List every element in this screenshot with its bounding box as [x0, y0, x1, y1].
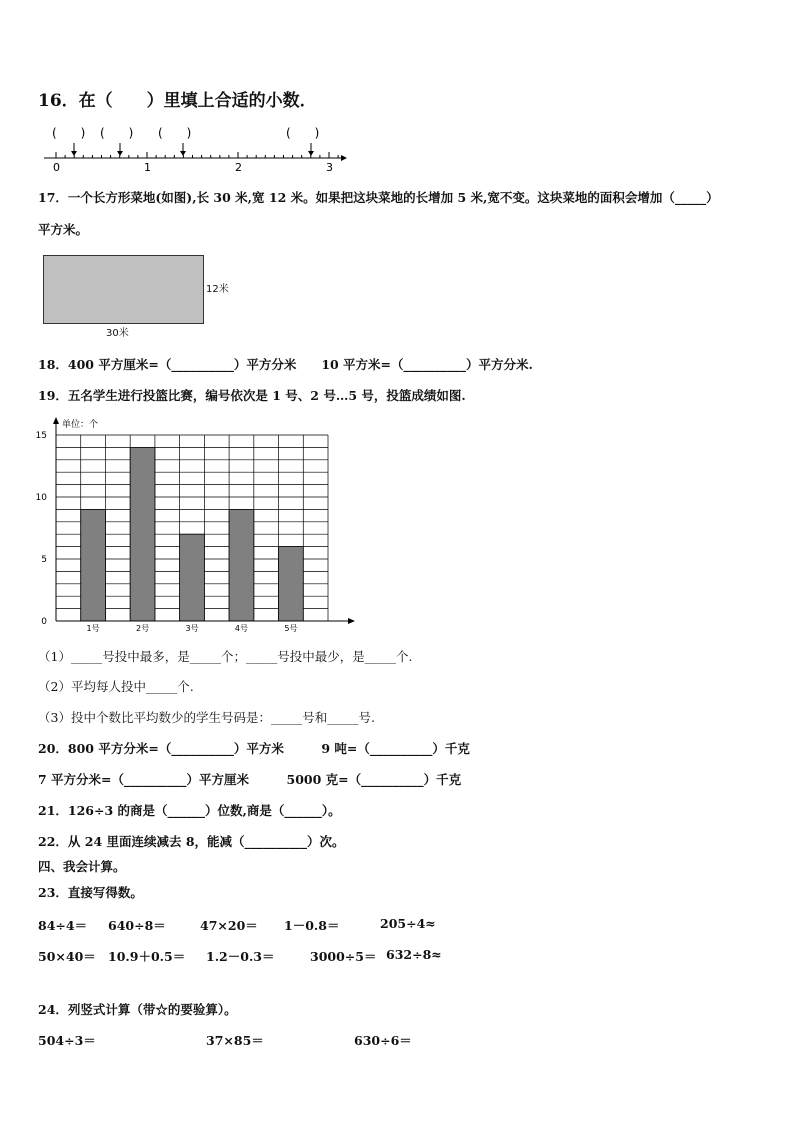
q16-blank-4: ( ) — [286, 126, 320, 140]
q20-line1: 20．800 平方分米=（__________）平方米 9 吨=（__________）千克 — [38, 741, 470, 756]
q16-blank-3: ( ) — [158, 126, 192, 140]
bar-3 — [180, 534, 205, 621]
x-tick-label-2: 2号 — [135, 624, 150, 633]
q16-title: 16．在（ ）里填上合适的小数． — [38, 91, 317, 111]
q24-title: 24．列竖式计算（带☆的要验算）。 — [38, 1002, 237, 1017]
bar-chart — [30, 412, 370, 637]
q18-text: 18．400 平方厘米=（__________）平方分米 10 平方米=（__________）平方分米. — [38, 357, 533, 372]
q23-r1-4: 1－0.8＝ — [284, 918, 340, 933]
y-tick-label-0: 0 — [41, 617, 47, 627]
tick-label-2: 2 — [235, 161, 242, 174]
q16-blank-2: ( ) — [100, 126, 134, 140]
x-tick-label-3: 3号 — [185, 624, 199, 633]
x-tick-label-1: 1号 — [86, 624, 100, 633]
x-tick-label-4: 4号 — [234, 624, 249, 633]
q24-item-3: 630÷6＝ — [354, 1033, 412, 1048]
q16-blank-1: ( ) — [52, 126, 86, 140]
q23-r2-4: 3000÷5＝ — [310, 949, 377, 964]
q17-line1: 17．一个长方形菜地(如图),长 30 米,宽 12 米。如果把这块菜地的长增加 5 米,宽不变。这块菜地的面积会增加（_____） — [38, 190, 719, 205]
vegetable-field-rect — [43, 255, 204, 324]
y-tick-label-5: 5 — [41, 555, 47, 565]
q19-text: 19．五名学生进行投篮比赛，编号依次是 1 号、2 号…5 号，投篮成绩如图. — [38, 388, 466, 403]
width-label: 12米 — [206, 284, 229, 295]
q23-r2-1: 50×40＝ — [38, 949, 96, 964]
length-label: 30米 — [106, 328, 129, 339]
y-tick-label-15: 15 — [35, 431, 47, 441]
q22-text: 22．从 24 里面连续减去 8，能减（__________）次。 — [38, 834, 345, 849]
q23-r1-2: 640÷8＝ — [108, 918, 166, 933]
section-4-heading: 四、我会计算。 — [38, 859, 126, 874]
chart-unit-label: 单位：个 — [62, 420, 99, 430]
x-tick-label-5: 5号 — [284, 624, 298, 633]
q19-sub1: （1）_____号投中最多，是_____个；_____号投中最少，是_____个. — [38, 649, 413, 664]
y-tick-label-10: 10 — [35, 493, 47, 503]
q20-line2: 7 平方分米=（__________）平方厘米 5000 克=（__________）千克 — [38, 772, 462, 787]
q23-title: 23．直接写得数。 — [38, 885, 143, 900]
q17-line2: 平方米。 — [38, 222, 89, 237]
bar-4 — [229, 509, 254, 621]
bar-2 — [130, 447, 155, 621]
tick-label-1: 1 — [144, 161, 151, 174]
q23-r1-3: 47×20＝ — [200, 918, 258, 933]
q19-sub2: （2）平均每人投中_____个. — [38, 679, 194, 694]
q24-item-1: 504÷3＝ — [38, 1033, 96, 1048]
q19-sub3: （3）投中个数比平均数少的学生号码是：_____号和_____号. — [38, 710, 375, 725]
tick-label-0: 0 — [53, 161, 60, 174]
tick-label-3: 3 — [326, 161, 333, 174]
q23-r2-5: 632÷8≈ — [386, 947, 442, 962]
q23-r1-5: 205÷4≈ — [380, 916, 436, 931]
q23-r1-1: 84÷4＝ — [38, 918, 88, 933]
q23-r2-2: 10.9＋0.5＝ — [108, 949, 186, 964]
q21-text: 21．126÷3 的商是（______）位数,商是（______）。 — [38, 803, 341, 818]
q24-item-2: 37×85＝ — [206, 1033, 264, 1048]
bar-5 — [279, 547, 304, 621]
bar-1 — [81, 509, 106, 621]
q23-r2-3: 1.2－0.3＝ — [206, 949, 275, 964]
